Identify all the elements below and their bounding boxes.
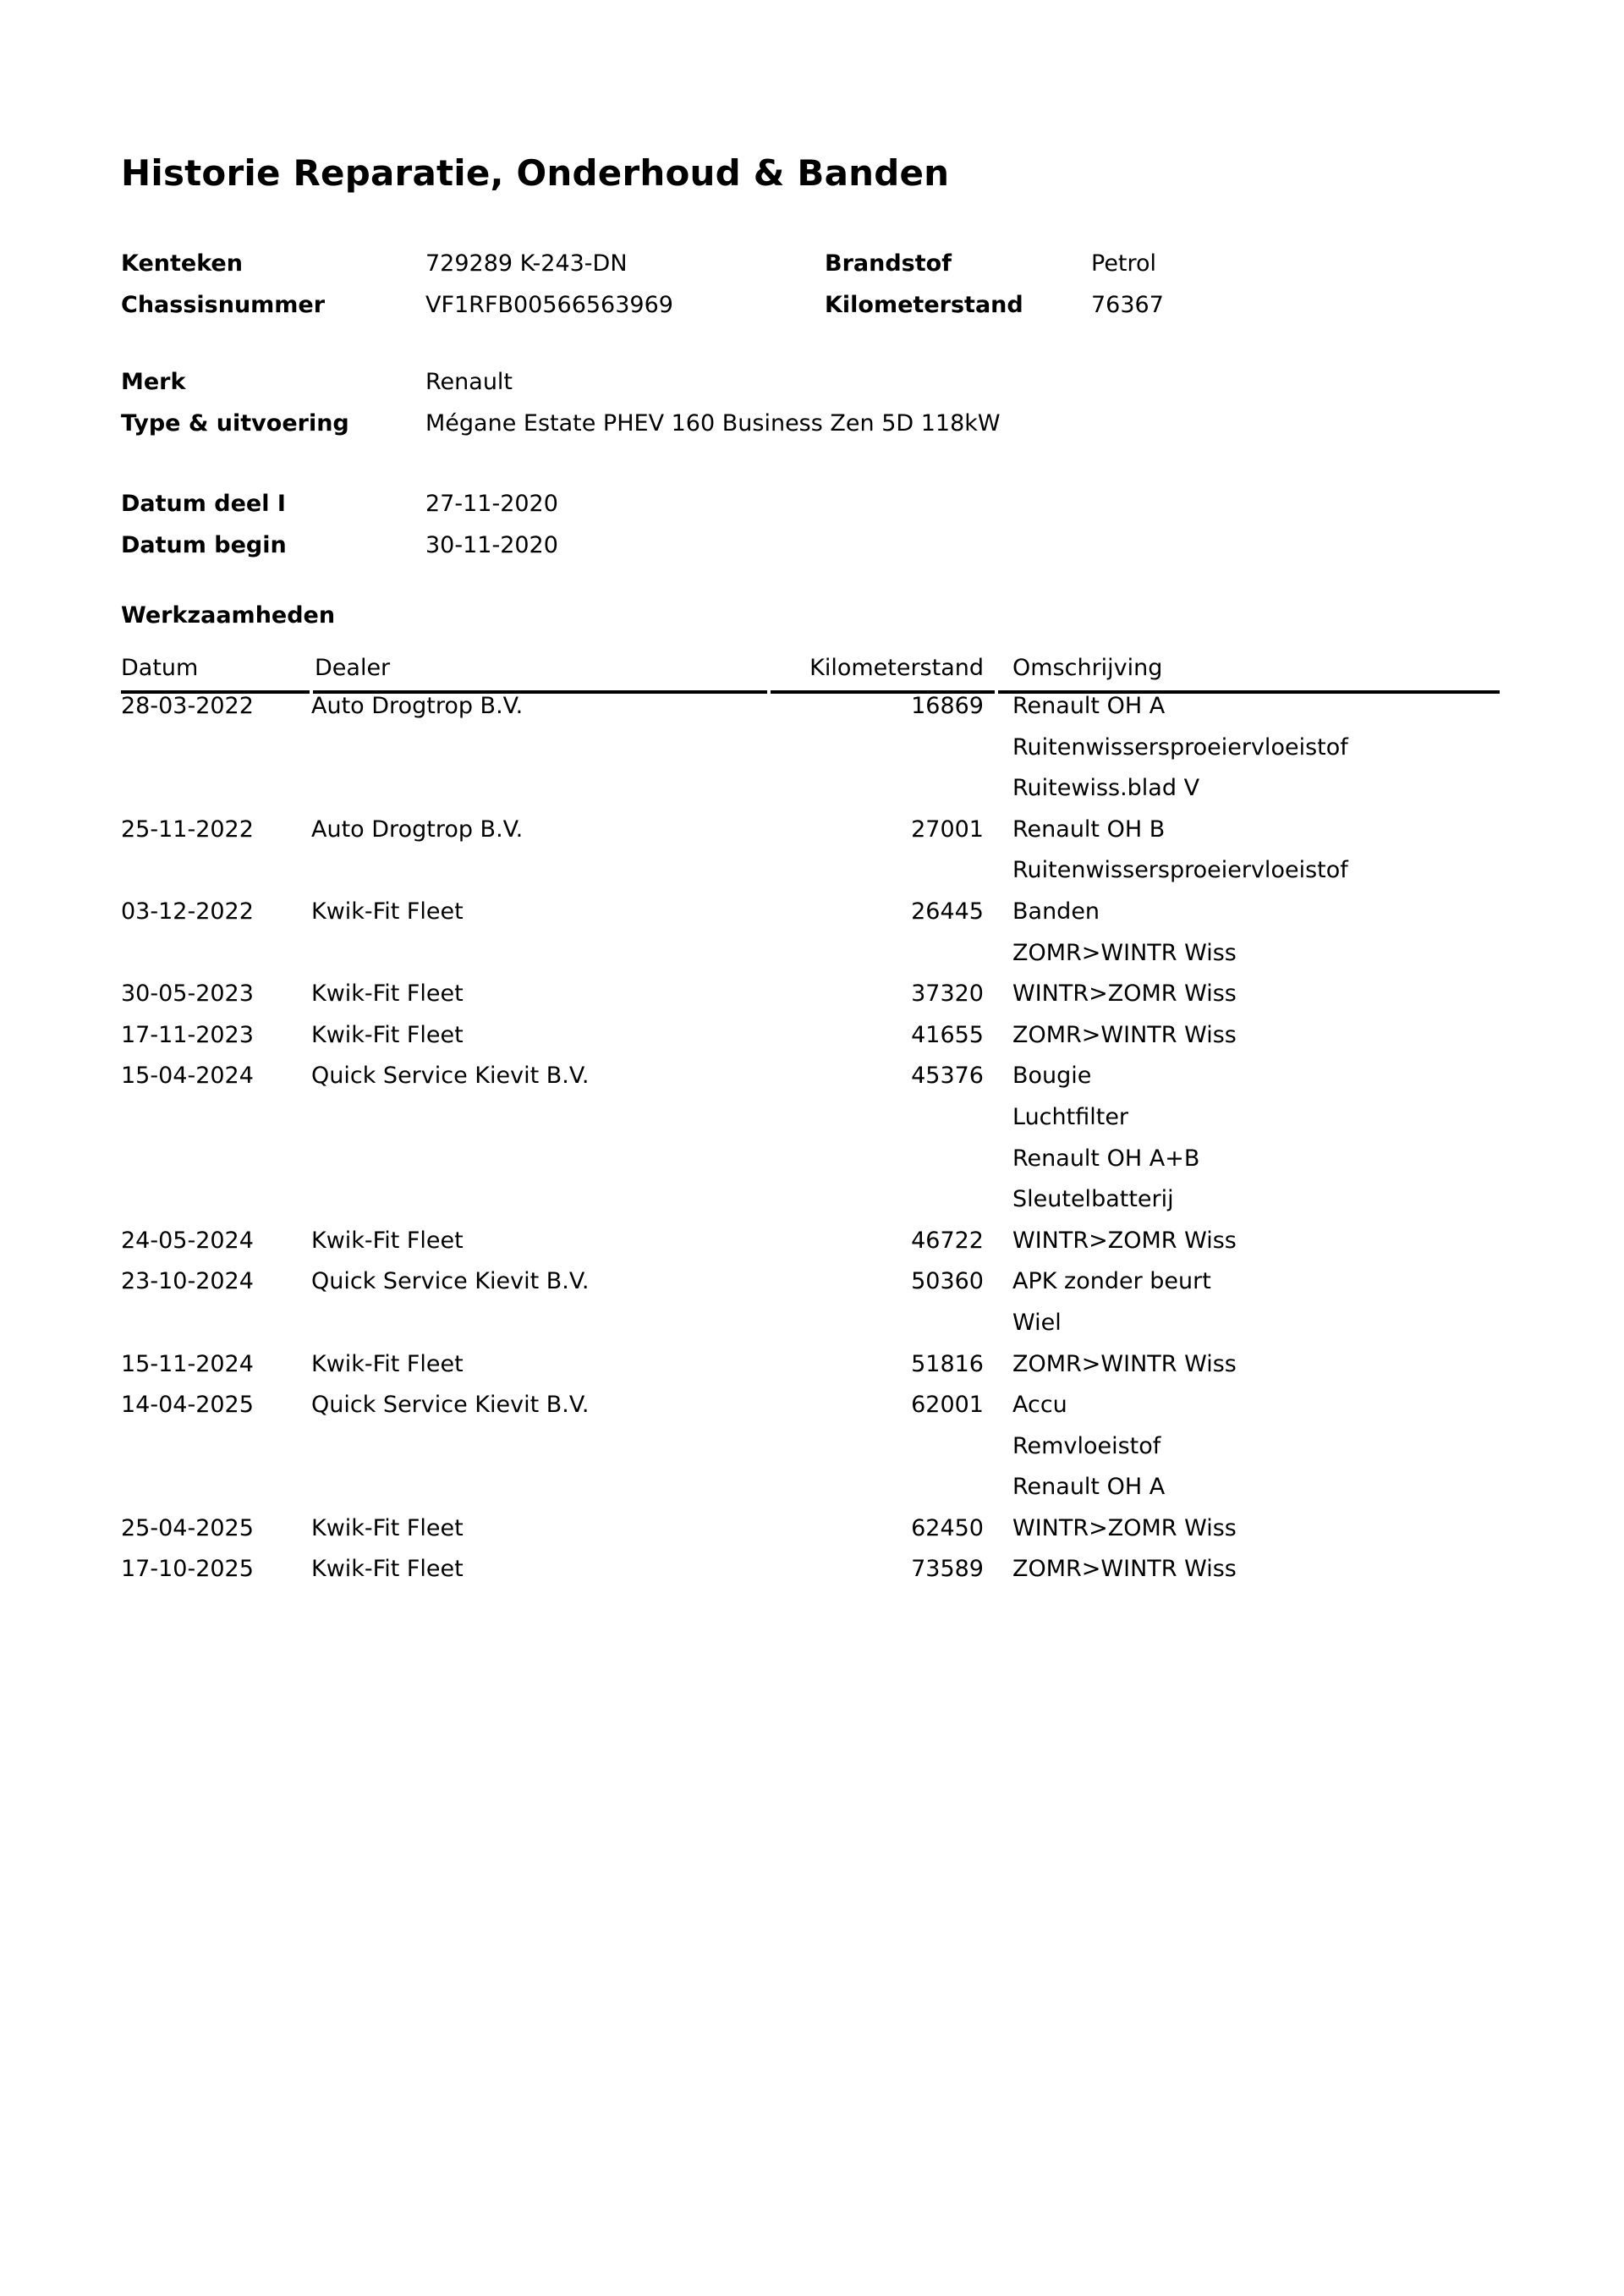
cell-kilometerstand: 62450 [911,1514,984,1541]
table-row [121,1056,1500,1220]
cell-datum: 28-03-2022 [121,693,254,719]
column-header-kilometerstand: Kilometerstand [809,655,984,681]
cell-omschrijving [994,974,1500,1015]
cell-dealer: Quick Service Kievit B.V. [311,1392,590,1419]
page-title: Historie Reparatie, Onderhoud & Banden [121,152,950,194]
cell-omschrijving [994,1221,1500,1262]
cell-datum: 14-04-2025 [121,1392,254,1419]
column-header-omschrijving: Omschrijving [1012,655,1163,681]
table-row [121,974,1500,1015]
omschrijving-line: ZOMR>WINTR Wiss [1012,939,1237,966]
cell-dealer: Kwik-Fit Fleet [311,1350,464,1377]
cell-kilometerstand: 16869 [911,693,984,719]
cell-datum: 24-05-2024 [121,1227,254,1254]
datum-begin-value: 30-11-2020 [425,532,558,558]
cell-dealer: Kwik-Fit Fleet [311,980,464,1008]
cell-omschrijving [994,1385,1500,1508]
omschrijving-line: APK zonder beurt [1012,1268,1211,1295]
omschrijving-line: ZOMR>WINTR Wiss [1012,1021,1237,1048]
omschrijving-line: Accu [1012,1392,1067,1419]
cell-kilometerstand: 50360 [911,1268,984,1295]
kilometerstand-value: 76367 [1091,292,1164,318]
column-header-dealer: Dealer [315,655,391,681]
omschrijving-line: Banden [1012,898,1100,925]
omschrijving-line: Remvloeistof [1012,1432,1161,1459]
cell-dealer: Auto Drogtrop B.V. [311,693,524,719]
table-row [121,1015,1500,1057]
cell-kilometerstand: 45376 [911,1063,984,1090]
cell-datum: 30-05-2023 [121,980,254,1008]
cell-kilometerstand: 26445 [911,898,984,925]
omschrijving-line: Renault OH A [1012,1474,1166,1501]
kenteken-label: Kenteken [121,250,243,277]
info-row-3 [0,362,1624,403]
cell-omschrijving [994,1261,1500,1343]
cell-omschrijving [994,1056,1500,1220]
omschrijving-line: Bougie [1012,1063,1092,1090]
cell-dealer: Auto Drogtrop B.V. [311,816,524,843]
table-row [121,1261,1500,1343]
cell-kilometerstand: 46722 [911,1227,984,1254]
type-uitvoering-value: Mégane Estate PHEV 160 Business Zen 5D 118kW [425,410,1001,437]
cell-dealer: Kwik-Fit Fleet [311,898,464,925]
brandstof-value: Petrol [1091,250,1157,277]
cell-datum: 25-04-2025 [121,1514,254,1541]
table-row [121,686,1500,810]
info-row-5 [0,484,1624,525]
cell-datum: 15-11-2024 [121,1350,254,1377]
cell-datum: 15-04-2024 [121,1063,254,1090]
merk-value: Renault [425,369,513,395]
column-header-datum: Datum [121,655,199,681]
omschrijving-line: Sleutelbatterij [1012,1186,1174,1213]
cell-omschrijving [994,810,1500,892]
table-row [121,1508,1500,1550]
omschrijving-line: WINTR>ZOMR Wiss [1012,1227,1237,1254]
omschrijving-line: Luchtfilter [1012,1103,1129,1130]
omschrijving-line: Renault OH B [1012,816,1166,843]
cell-kilometerstand: 73589 [911,1556,984,1583]
merk-label: Merk [121,369,186,395]
cell-omschrijving [994,1508,1500,1550]
omschrijving-line: WINTR>ZOMR Wiss [1012,1514,1237,1541]
werkzaamheden-heading: Werkzaamheden [121,602,336,629]
cell-dealer: Kwik-Fit Fleet [311,1556,464,1583]
table-row [121,1221,1500,1262]
cell-kilometerstand: 37320 [911,980,984,1008]
info-row-2 [0,285,1624,326]
brandstof-label: Brandstof [825,250,952,277]
type-uitvoering-label: Type & uitvoering [121,410,349,437]
info-row-1 [0,244,1624,284]
cell-omschrijving [994,1549,1500,1590]
datum-deel-i-value: 27-11-2020 [425,491,558,517]
datum-deel-i-label: Datum deel I [121,491,286,517]
cell-datum: 25-11-2022 [121,816,254,843]
werkzaamheden-table [121,686,1500,1590]
kenteken-value: 729289 K-243-DN [425,250,628,277]
cell-dealer: Kwik-Fit Fleet [311,1021,464,1048]
info-row-6 [0,525,1624,566]
cell-omschrijving [994,1344,1500,1386]
omschrijving-line: Renault OH A+B [1012,1145,1200,1172]
chassisnummer-label: Chassisnummer [121,292,326,318]
info-row-4 [0,404,1624,444]
table-row [121,1385,1500,1508]
cell-omschrijving [994,686,1500,810]
table-row [121,892,1500,974]
cell-omschrijving [994,892,1500,974]
table-row [121,1549,1500,1590]
table-row [121,810,1500,892]
cell-datum: 23-10-2024 [121,1268,254,1295]
cell-dealer: Kwik-Fit Fleet [311,1514,464,1541]
cell-dealer: Kwik-Fit Fleet [311,1227,464,1254]
chassisnummer-value: VF1RFB00566563969 [425,292,673,318]
omschrijving-line: Ruitenwissersproeiervloeistof [1012,857,1348,884]
cell-kilometerstand: 51816 [911,1350,984,1377]
omschrijving-line: WINTR>ZOMR Wiss [1012,980,1237,1008]
omschrijving-line: Ruitewiss.blad V [1012,775,1200,802]
omschrijving-line: ZOMR>WINTR Wiss [1012,1350,1237,1377]
table-row [121,1344,1500,1386]
table-header [0,648,1624,689]
datum-begin-label: Datum begin [121,532,287,558]
cell-omschrijving [994,1015,1500,1057]
omschrijving-line: ZOMR>WINTR Wiss [1012,1556,1237,1583]
omschrijving-line: Renault OH A [1012,693,1166,719]
cell-kilometerstand: 27001 [911,816,984,843]
cell-datum: 17-11-2023 [121,1021,254,1048]
cell-datum: 03-12-2022 [121,898,254,925]
cell-dealer: Quick Service Kievit B.V. [311,1063,590,1090]
omschrijving-line: Ruitenwissersproeiervloeistof [1012,733,1348,761]
cell-dealer: Quick Service Kievit B.V. [311,1268,590,1295]
cell-kilometerstand: 41655 [911,1021,984,1048]
omschrijving-line: Wiel [1012,1309,1062,1336]
cell-kilometerstand: 62001 [911,1392,984,1419]
kilometerstand-label: Kilometerstand [825,292,1023,318]
cell-datum: 17-10-2025 [121,1556,254,1583]
